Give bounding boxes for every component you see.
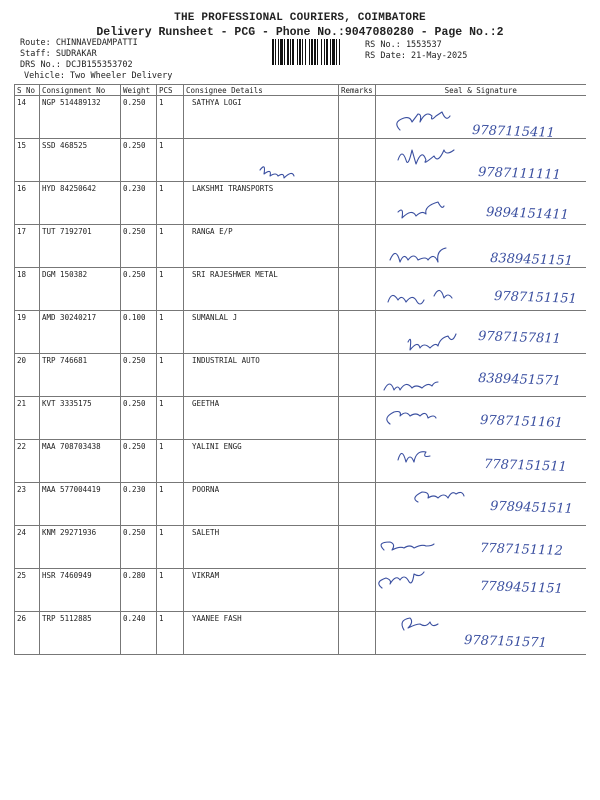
cell-remarks (339, 440, 376, 483)
cell-consignment: SSD 468525 (40, 139, 121, 182)
cell-sno: 23 (15, 483, 40, 526)
cell-signature (376, 397, 586, 440)
handwritten-phone: 9787151161 (479, 413, 564, 431)
cell-weight: 0.250 (121, 96, 157, 139)
cell-weight: 0.250 (121, 268, 157, 311)
runsheet-subtitle: Delivery Runsheet - PCG - Phone No.:9047080280 - Page No.:2 (96, 26, 504, 39)
cell-consignee: VIKRAM (184, 569, 339, 612)
cell-weight: 0.250 (121, 225, 157, 268)
cell-consignee: YAANEE FASH (184, 612, 339, 655)
cell-pcs: 1 (157, 483, 184, 526)
cell-pcs: 1 (157, 139, 184, 182)
cell-signature (376, 139, 586, 182)
cell-sno: 20 (15, 354, 40, 397)
table-row (15, 225, 586, 268)
cell-signature (376, 354, 586, 397)
cell-consignee: SRI RAJESHWER METAL (184, 268, 339, 311)
table-row (15, 139, 586, 182)
cell-pcs: 1 (157, 397, 184, 440)
table-row (15, 526, 586, 569)
cell-consignment: DGM 150382 (40, 268, 121, 311)
cell-remarks (339, 96, 376, 139)
cell-sno: 24 (15, 526, 40, 569)
cell-sno: 16 (15, 182, 40, 225)
cell-signature (376, 483, 586, 526)
vehicle-text: Vehicle: Two Wheeler Delivery (24, 71, 173, 81)
cell-remarks (339, 225, 376, 268)
handwritten-phone: 9787157811 (477, 329, 562, 347)
cell-pcs: 1 (157, 225, 184, 268)
handwritten-phone: 8389451571 (477, 371, 562, 389)
handwritten-phone: 9787151571 (463, 633, 548, 651)
handwritten-phone: 7787151511 (483, 457, 568, 475)
cell-pcs: 1 (157, 268, 184, 311)
cell-remarks (339, 526, 376, 569)
cell-signature (376, 311, 586, 354)
table-row (15, 96, 586, 139)
cell-consignee: LAKSHMI TRANSPORTS (184, 182, 339, 225)
rs-date: RS Date: 21-May-2025 (365, 51, 468, 61)
cell-sno: 14 (15, 96, 40, 139)
cell-pcs: 1 (157, 311, 184, 354)
cell-remarks (339, 182, 376, 225)
cell-remarks (339, 268, 376, 311)
col-signature: Seal & Signature (376, 85, 586, 96)
table-row (15, 354, 586, 397)
company-title: THE PROFESSIONAL COURIERS, COIMBATORE (174, 12, 426, 24)
cell-weight: 0.250 (121, 526, 157, 569)
handwritten-phone: 9894151411 (485, 205, 570, 223)
cell-consignee: INDUSTRIAL AUTO (184, 354, 339, 397)
cell-weight: 0.230 (121, 483, 157, 526)
handwritten-phone: 7787151112 (479, 541, 564, 559)
staff-text: Staff: SUDRAKAR (20, 49, 97, 59)
cell-remarks (339, 354, 376, 397)
table-row (15, 569, 586, 612)
table-row (15, 311, 586, 354)
cell-consignee: YALINI ENGG (184, 440, 339, 483)
cell-consignee: RANGA E/P (184, 225, 339, 268)
cell-sno: 19 (15, 311, 40, 354)
cell-remarks (339, 483, 376, 526)
cell-sno: 26 (15, 612, 40, 655)
cell-weight: 0.250 (121, 354, 157, 397)
cell-signature (376, 96, 586, 139)
cell-signature (376, 526, 586, 569)
cell-weight: 0.250 (121, 397, 157, 440)
cell-consignment: NGP 514489132 (40, 96, 121, 139)
cell-signature (376, 225, 586, 268)
cell-consignee: SALETH (184, 526, 339, 569)
handwritten-phone: 9787151151 (493, 289, 578, 307)
cell-remarks (339, 397, 376, 440)
handwritten-phone: 7789451151 (479, 579, 564, 597)
cell-pcs: 1 (157, 354, 184, 397)
table-row (15, 483, 586, 526)
cell-pcs: 1 (157, 440, 184, 483)
cell-consignment: HSR 7460949 (40, 569, 121, 612)
cell-sno: 18 (15, 268, 40, 311)
cell-consignment: TRP 5112885 (40, 612, 121, 655)
barcode (272, 39, 354, 65)
col-sno: S No (15, 85, 40, 96)
cell-consignee: SUMANLAL J (184, 311, 339, 354)
col-weight: Weight (121, 85, 157, 96)
col-consignee: Consignee Details (184, 85, 339, 96)
cell-consignment: HYD 84250642 (40, 182, 121, 225)
cell-consignee: POORNA (184, 483, 339, 526)
cell-consignment: MAA 708703438 (40, 440, 121, 483)
cell-remarks (339, 569, 376, 612)
cell-weight: 0.250 (121, 440, 157, 483)
table-row (15, 440, 586, 483)
route-text: Route: CHINNAVEDAMPATTI (20, 38, 138, 48)
cell-consignment: KVT 3335175 (40, 397, 121, 440)
cell-consignment: TRP 746681 (40, 354, 121, 397)
cell-consignee: SATHYA LOGI (184, 96, 339, 139)
cell-consignee (184, 139, 339, 182)
col-remarks: Remarks (339, 85, 376, 96)
cell-weight: 0.280 (121, 569, 157, 612)
cell-signature (376, 182, 586, 225)
cell-remarks (339, 311, 376, 354)
table-row (15, 397, 586, 440)
rs-number: RS No.: 1553537 (365, 40, 442, 50)
runsheet-table (14, 84, 586, 655)
handwritten-phone: 8389451151 (489, 251, 574, 269)
cell-remarks (339, 139, 376, 182)
cell-sno: 15 (15, 139, 40, 182)
table-row (15, 268, 586, 311)
col-consignment: Consignment No (40, 85, 121, 96)
cell-sno: 22 (15, 440, 40, 483)
handwritten-phone: 9787111111 (477, 165, 562, 183)
cell-sno: 17 (15, 225, 40, 268)
cell-remarks (339, 612, 376, 655)
cell-weight: 0.240 (121, 612, 157, 655)
cell-weight: 0.250 (121, 139, 157, 182)
cell-signature (376, 612, 586, 655)
cell-consignment: AMD 30240217 (40, 311, 121, 354)
table-row (15, 612, 586, 655)
cell-sno: 25 (15, 569, 40, 612)
cell-weight: 0.100 (121, 311, 157, 354)
handwritten-phone: 9787115411 (471, 123, 556, 141)
drs-text: DRS No.: DCJB155353702 (20, 60, 133, 70)
cell-consignee: GEETHA (184, 397, 339, 440)
cell-pcs: 1 (157, 569, 184, 612)
cell-signature (376, 440, 586, 483)
cell-consignment: KNM 29271936 (40, 526, 121, 569)
cell-signature (376, 268, 586, 311)
route-meta (20, 38, 172, 82)
cell-sno: 21 (15, 397, 40, 440)
cell-consignment: MAA 577004419 (40, 483, 121, 526)
table-header-row (15, 85, 586, 96)
cell-pcs: 1 (157, 182, 184, 225)
cell-pcs: 1 (157, 526, 184, 569)
rs-meta (365, 40, 467, 62)
table-row (15, 182, 586, 225)
cell-consignment: TUT 7192701 (40, 225, 121, 268)
col-pcs: PCS (157, 85, 184, 96)
cell-pcs: 1 (157, 612, 184, 655)
handwritten-phone: 9789451511 (489, 499, 574, 517)
cell-weight: 0.230 (121, 182, 157, 225)
cell-pcs: 1 (157, 96, 184, 139)
cell-signature (376, 569, 586, 612)
